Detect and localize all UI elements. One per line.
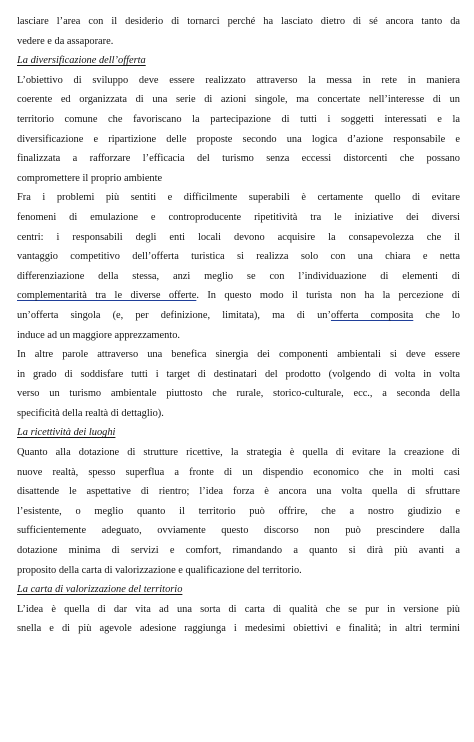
text-line: Fra i problemi più sentiti e difficilmente superabili è certamente quello di evitare bbox=[17, 192, 460, 204]
text-line bbox=[17, 306, 460, 326]
text-line bbox=[17, 286, 460, 306]
text-segment: . In questo modo il turista non ha la percezione di bbox=[196, 290, 460, 302]
text-line: fenomeni di emulazione e controproducente ripetitività tra le iniziative dei diversi bbox=[17, 211, 460, 223]
text-line: dotazione minima di servizi e comfort, rimandando a quanto si dirà più avanti a bbox=[17, 545, 460, 557]
text-line: L’obiettivo di sviluppo deve essere realizzato attraverso la messa in rete in maniera bbox=[17, 74, 460, 86]
text-line: snella e di più agevole adesione raggiunga i medesimi obiettivi e finalità; in altri termini bbox=[17, 623, 460, 635]
text-line: Quanto alla dotazione di strutture ricettive, la strategia è quella di evitare la creazione di bbox=[17, 447, 460, 459]
text-segment: un’offerta singola (e, per definizione, limitata), ma di un’ bbox=[17, 309, 331, 321]
text-line: lasciare l’area con il desiderio di tornarci perché ha lasciato dietro di sé ancora tanto da bbox=[17, 16, 460, 27]
paragraph bbox=[17, 443, 460, 580]
section-heading: La diversificazione dell’offerta bbox=[17, 55, 146, 67]
text-line: finalizzata a rafforzare l’efficacia del turismo senza eccessi distorcenti che possano bbox=[17, 153, 460, 165]
text-line: differenziazione della stessa, anzi meglio se con l’individuazione di elementi di bbox=[17, 270, 460, 282]
section-heading: La carta di valorizzazione del territorio bbox=[17, 584, 183, 596]
text-line: specificità della realtà di dettaglio). bbox=[17, 407, 164, 419]
pen-underlined-phrase: offerta composita bbox=[330, 309, 414, 321]
section-heading: La ricettività dei luoghi bbox=[17, 427, 116, 439]
text-line: compromettere il proprio ambiente bbox=[17, 172, 163, 184]
text-line: coerente ed organizzata di una serie di azioni singole, ma concertate nell’interesse di un bbox=[17, 94, 460, 106]
text-line: induce ad un maggiore apprezzamento. bbox=[17, 329, 181, 341]
text-line: disattende le aspettative di rientro; l’idea forza è ancora una volta quella di sfruttare bbox=[17, 486, 460, 498]
text-line: in grado di soddisfare tutti i target di destinatari del prodotto (volgendo di volta in volta bbox=[17, 368, 460, 380]
text-line: diversificazione e ripartizione delle proposte secondo una logica d’azione responsabile e bbox=[17, 133, 460, 145]
text-line: nuove realtà, spesso superflua a fronte di un dispendio economico che in molti casi bbox=[17, 466, 460, 478]
text-line: centri: i responsabili degli enti locali devono acquisire la consapevolezza che il bbox=[17, 231, 460, 243]
text-line: vedere e da assaporare. bbox=[17, 35, 114, 47]
paragraph bbox=[17, 12, 460, 51]
text-segment: che lo bbox=[413, 309, 460, 321]
text-line: sufficientemente adeguato, ovviamente questo discorso non può prescindere dalla bbox=[17, 525, 460, 537]
text-line: verso un turismo ambientale piuttosto che rurale, storico-culturale, ecc., a seconda della bbox=[17, 388, 460, 400]
text-line: l’esistente, o meglio quanto il territorio può offrire, che a nostro giudizio e bbox=[17, 505, 460, 517]
text-line: territorio comune che favoriscano la partecipazione di tutti i soggetti interessati e la bbox=[17, 113, 460, 125]
text-line: proposito della carta di valorizzazione e qualificazione del territorio. bbox=[17, 564, 302, 576]
paragraph bbox=[17, 188, 460, 345]
pen-underlined-phrase: complementarità tra le diverse offerte bbox=[17, 290, 197, 302]
paragraph bbox=[17, 600, 460, 639]
paragraph bbox=[17, 71, 460, 189]
text-line: L’idea è quella di dar vita ad una sorta di carta di qualità che se pur in versione più bbox=[17, 603, 460, 615]
text-line: In altre parole attraverso una benefica sinergia dei componenti ambientali si deve essere bbox=[17, 349, 460, 361]
paragraph bbox=[17, 345, 460, 423]
text-line: vantaggio competitivo dell’offerta turistica si realizza solo con una chiara e netta bbox=[17, 251, 460, 263]
